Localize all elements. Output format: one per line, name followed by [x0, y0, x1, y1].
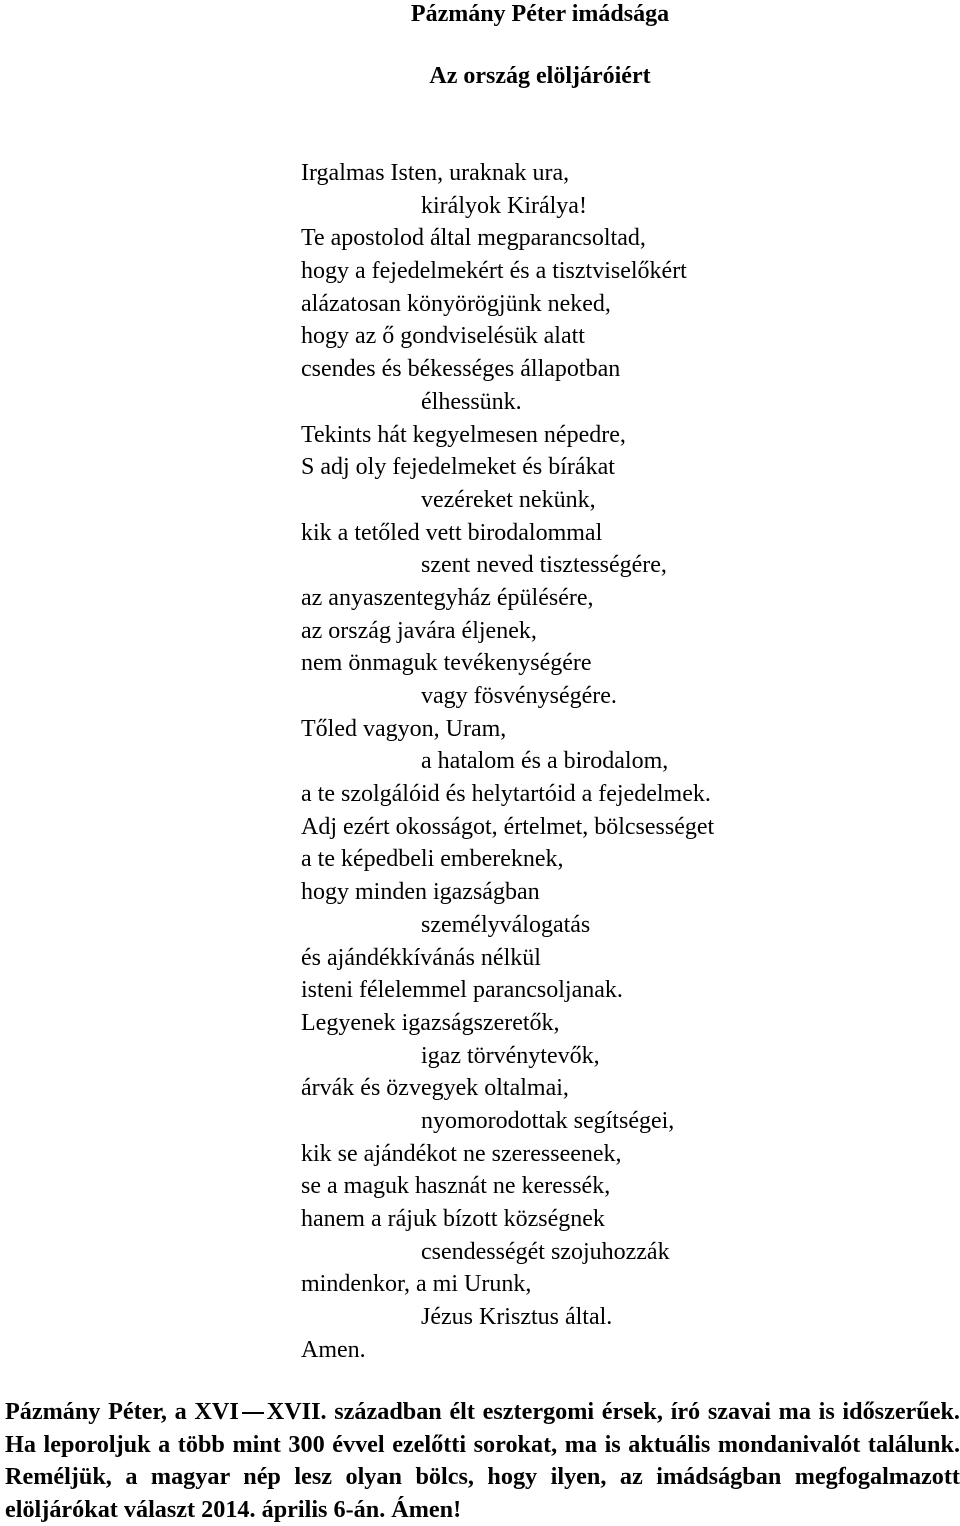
poem-line: a te képedbeli embereknek,	[301, 846, 564, 873]
poem-line: kik a tetőled vett birodalommal	[301, 519, 603, 546]
poem-line: élhessünk.	[421, 388, 522, 415]
poem-line: hogy a fejedelmekért és a tisztviselőkért	[301, 258, 687, 285]
poem-line: hogy minden igazságban	[301, 879, 540, 906]
poem-line: a te szolgálóid és helytartóid a fejedelmek.	[301, 781, 711, 808]
footer-text-rest: XVII. században élt esztergomi érsek, író szavai ma is időszerűek. Ha leporoljuk a több mint 300 évvel ezelőtti sorokat, ma is aktuális mondanivalót találunk. Reméljük, a magyar nép lesz olyan bölcs, hogy ilyen, az imádságban megfogalmazott elöljárókat választ 2014. április 6-án. Ámen!	[5, 1398, 960, 1523]
footer-text-start: Pázmány Péter, a XVI	[5, 1398, 239, 1425]
poem-line: kik se ajándékot ne szeresseenek,	[301, 1140, 622, 1167]
poem-line: királyok Királya!	[421, 192, 587, 219]
poem-line: szent neved tisztességére,	[421, 552, 667, 579]
poem-line: Tekints hát kegyelmesen népedre,	[301, 421, 626, 448]
poem-line: a hatalom és a birodalom,	[421, 748, 669, 775]
poem-line: Adj ezért okosságot, értelmet, bölcsességet	[301, 813, 715, 840]
page-title: Pázmány Péter imádsága	[410, 1, 670, 27]
poem-line: Irgalmas Isten, uraknak ura,	[301, 160, 570, 186]
dash-rule	[242, 1412, 264, 1414]
poem-line: mindenkor, a mi Urunk,	[301, 1271, 532, 1298]
poem-line: Jézus Krisztus által.	[421, 1304, 613, 1331]
poem-line: se a maguk hasznát ne keressék,	[301, 1173, 611, 1200]
poem-line: vezéreket nekünk,	[421, 486, 596, 513]
poem-line: Te apostolod által megparancsoltad,	[301, 225, 646, 252]
poem-line: vagy fösvénységére.	[421, 683, 617, 709]
poem-line: csendes és békességes állapotban	[301, 356, 621, 383]
poem-line: Tőled vagyon, Uram,	[301, 715, 507, 742]
poem-line: személyválogatás	[421, 911, 591, 938]
page-subtitle: Az ország elöljáróiért	[429, 63, 651, 89]
poem-line: S adj oly fejedelmeket és bírákat	[301, 454, 615, 481]
poem-line: csendességét szojuhozzák	[421, 1238, 670, 1265]
poem-line: Legyenek igazságszeretők,	[301, 1009, 560, 1036]
poem-line: igaz törvénytevők,	[421, 1042, 600, 1069]
footer-note	[5, 1396, 960, 1526]
poem-body	[301, 157, 941, 1366]
poem-line: az anyaszentegyház épülésére,	[301, 584, 594, 611]
poem-line: hogy az ő gondviselésük alatt	[301, 323, 585, 350]
poem-line: isteni félelemmel parancsoljanak.	[301, 977, 623, 1004]
poem-line: az ország javára éljenek,	[301, 617, 537, 644]
poem-line: nem önmaguk tevékenységére	[301, 650, 592, 677]
poem-line: alázatosan könyörögjünk neked,	[301, 290, 611, 317]
poem-line: árvák és özvegyek oltalmai,	[301, 1075, 569, 1102]
poem-line: és ajándékkívánás nélkül	[301, 944, 541, 971]
poem-line: hanem a rájuk bízott községnek	[301, 1206, 605, 1232]
poem-line: Amen.	[301, 1336, 366, 1363]
poem-line: nyomorodottak segítségei,	[421, 1107, 675, 1134]
